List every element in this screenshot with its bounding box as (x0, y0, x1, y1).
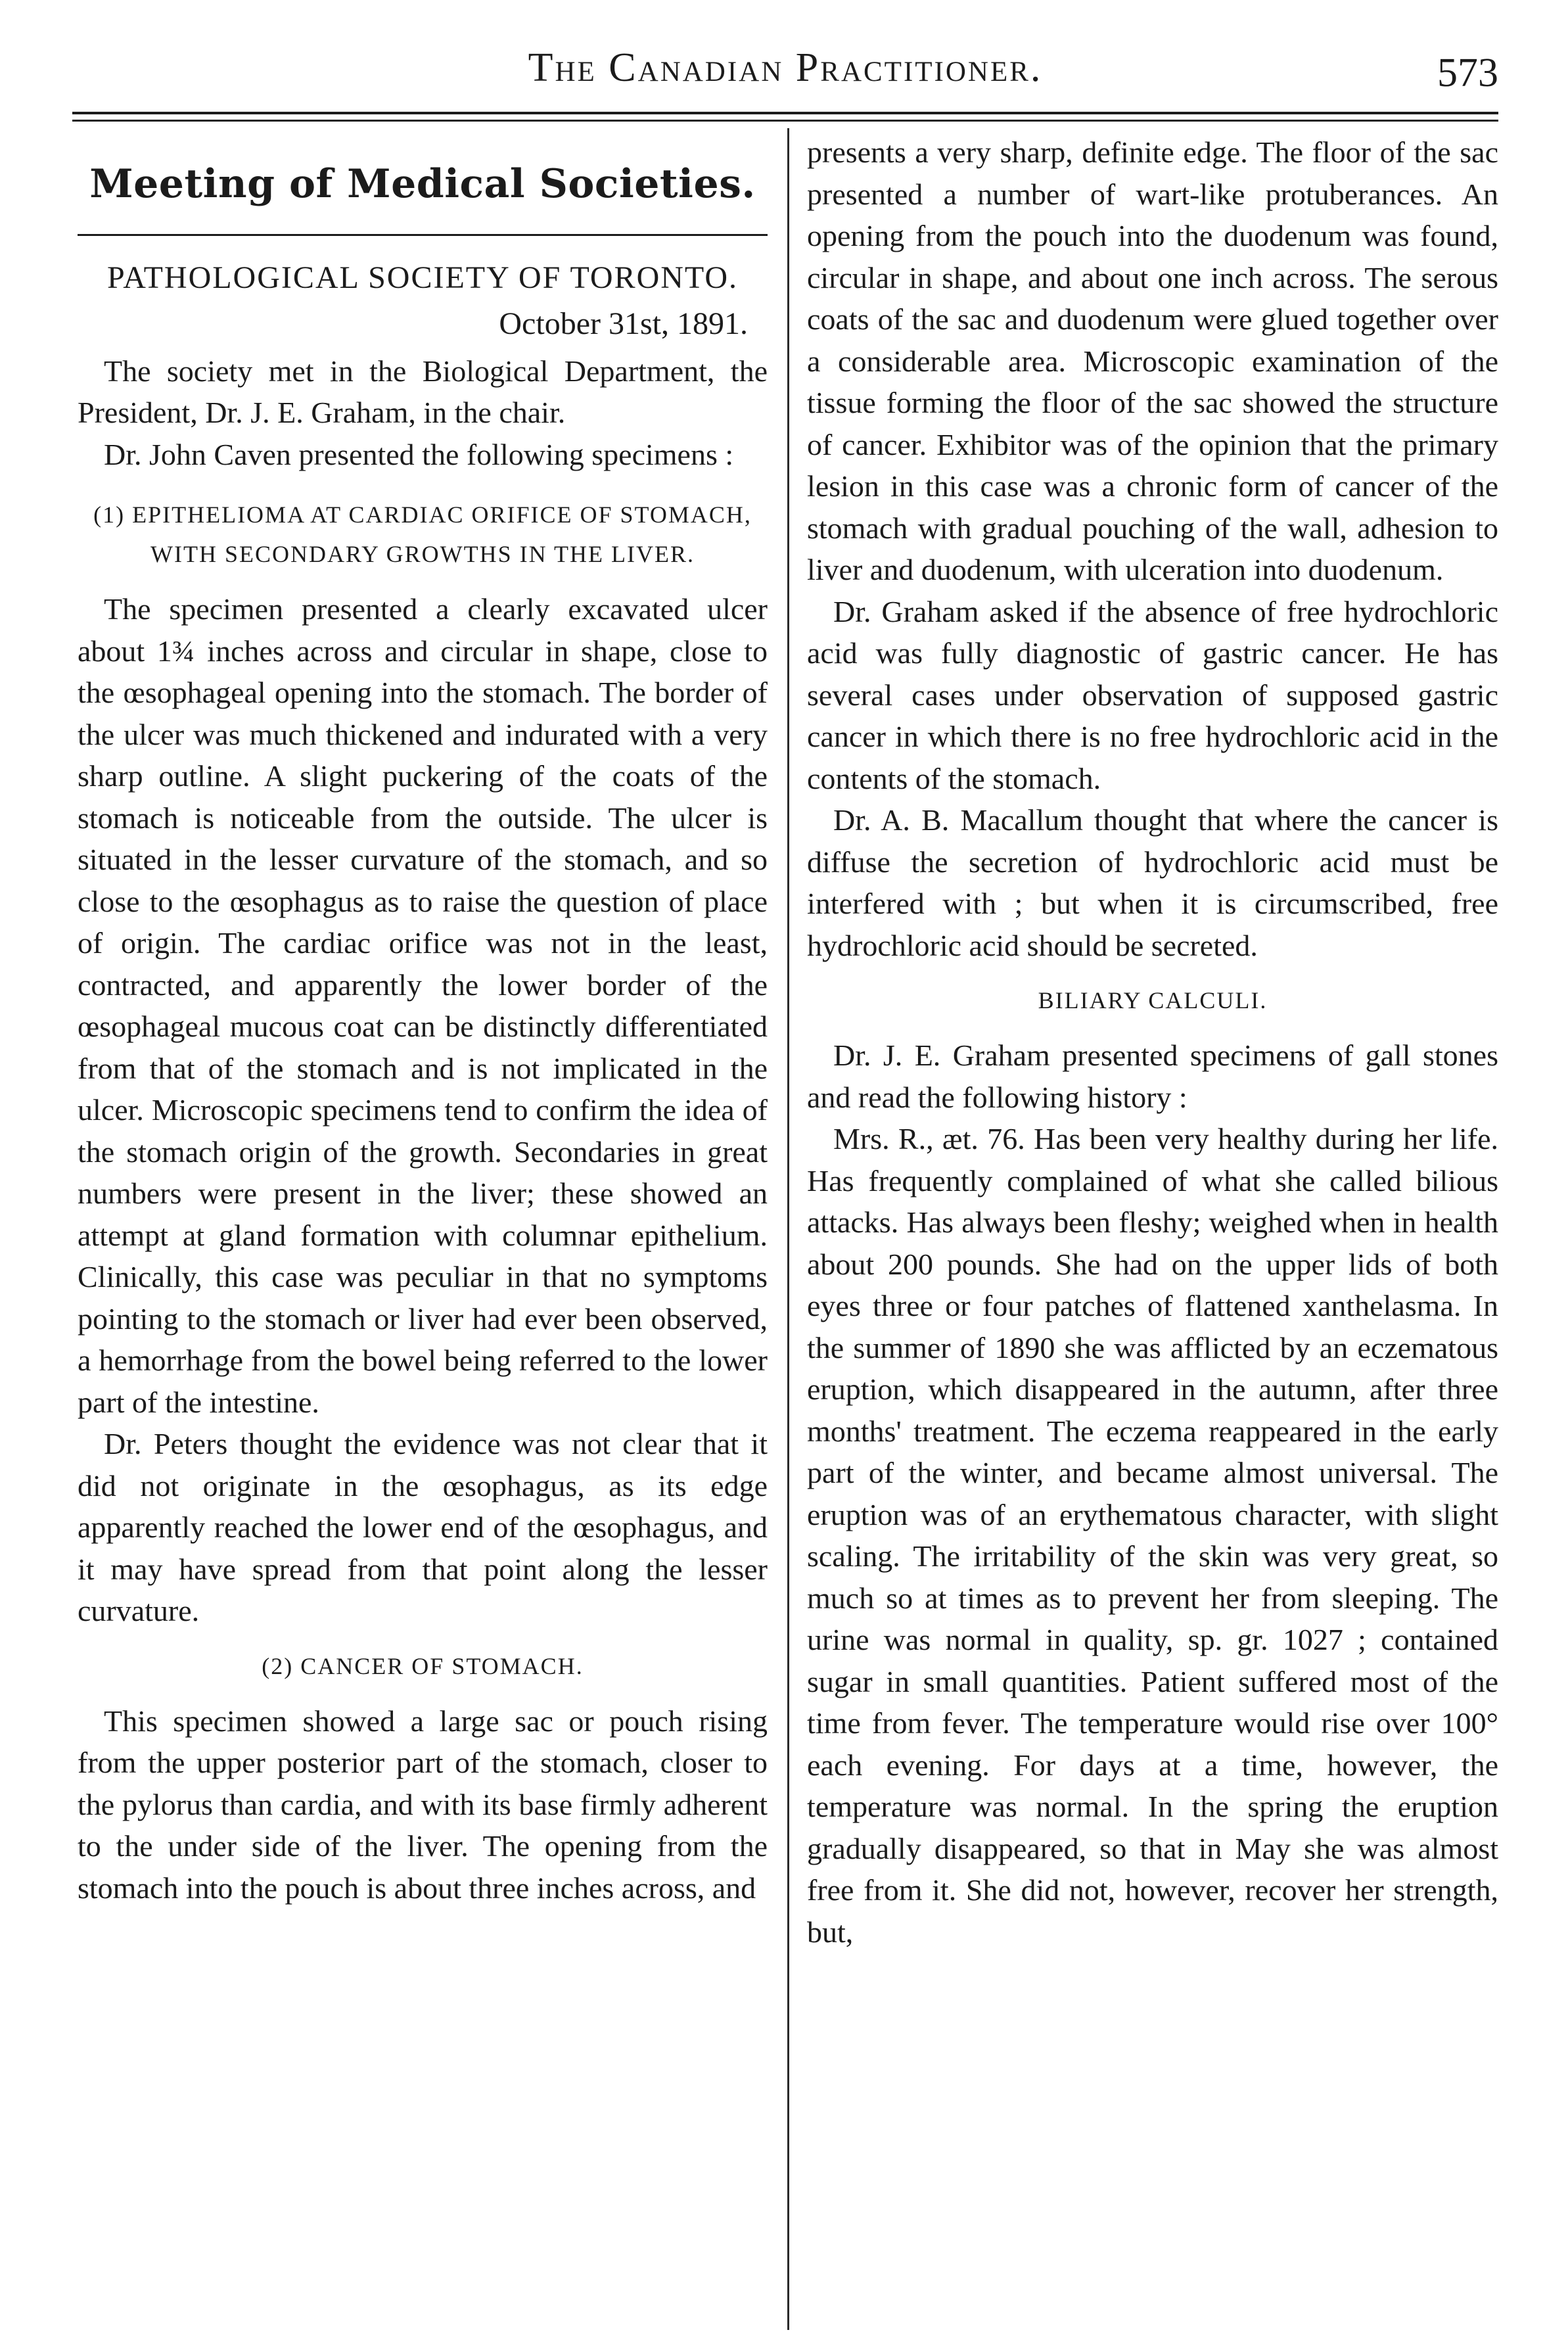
paragraph: Dr. J. E. Graham presented specimens of gall stones and read the following history : (807, 1038, 1498, 1114)
paragraph: The society met in the Biological Department, the President, Dr. J. E. Graham, in the chair. (78, 354, 768, 429)
paragraph: Dr. A. B. Macallum thought that where the cancer is diffuse the secretion of hydrochloric acid must be interfered with ; but when it is circumscribed, free hydrochloric acid should be secreted. (807, 803, 1498, 962)
paragraph: Mrs. R., æt. 76. Has been very healthy during her life. Has frequently complained of what she called bilious attacks. Has always been fleshy; weighed when in health about 200 pounds. She had on the upper lids of both eyes three or four patches of flattened xanthelasma. In the summer of 1890 she was afflicted by an eczematous eruption, which disappeared in the autumn, after three months' treatment. The eczema reappeared in the early part of the winter, and became almost universal. The eruption was of an erythematous character, with slight scaling. The irritability of the skin was very great, so much so at times as to prevent her from sleeping. The urine was normal in quality, sp. gr. 1027 ; contained sugar in small quantities. Patient suffered most of the time from fever. The temperature would rise over 100° each evening. For days at a time, however, the temperature was normal. In the spring the eruption gradually disappeared, so that in May she was almost free from it. She did not, however, recover her strength, but, (807, 1122, 1498, 1949)
header-rule-top (72, 112, 1498, 114)
title-rule (78, 234, 768, 236)
page-header (72, 38, 1498, 110)
paragraph: Dr. Peters thought the evidence was not clear that it did not originate in the œsophagus, as its edge apparently reached the lower end of the œsophagus, and it may have spread from that point along the lesser curvature. (78, 1427, 768, 1627)
specimen-heading: (1) EPITHELIOMA AT CARDIAC ORIFICE OF STOMACH, WITH SECONDARY GROWTHS IN THE LIVER. (93, 501, 752, 567)
specimen-heading: (2) CANCER OF STOMACH. (262, 1652, 584, 1679)
column-divider (787, 128, 789, 2330)
paragraph: This specimen showed a large sac or pouch rising from the upper posterior part of the stomach, closer to the pylorus than cardia, and with its base firmly adherent to the under side of the liver. The opening from the stomach into the pouch is about three inches across, and (78, 1704, 768, 1905)
left-column (78, 131, 768, 2327)
section-title: Meeting of Medical Societies. (89, 161, 756, 207)
page-number: 573 (1437, 51, 1498, 95)
specimen-heading: BILIARY CALCULI. (1038, 987, 1268, 1013)
society-name: PATHOLOGICAL SOCIETY OF TORONTO. (106, 260, 739, 295)
paragraph: The specimen presented a clearly excavated ulcer about 1¾ inches across and circular in shape, close to the œsophageal opening into the stomach. The border of the ulcer was much thickened and indurated with a very sharp outline. A slight puckering of the coats of the stomach is noticeable from the outside. The ulcer is situated in the lesser curvature of the stomach, and so close to the œsophagus as to raise the question of place of origin. The cardiac orifice was not in the least, contracted, and apparently the lower border of the œsophageal mucous coat can be distinctly differentiated from that of the stomach and is not implicated in the ulcer. Microscopic specimens tend to confirm the idea of the stomach origin of the growth. Secondaries in great numbers were present in the liver; these showed an attempt at gland formation with columnar epithelium. Clinically, this case was peculiar in that no symptoms pointing to the stomach or liver had ever been observed, a hemorrhage from the bowel being referred to the lower part of the intestine. (78, 592, 768, 1419)
paragraph: presents a very sharp, definite edge. The floor of the sac presented a number of wart-like protuberances. An opening from the pouch into the duodenum was found, circular in shape, and about one inch across. The serous coats of the sac and duodenum were glued together over a considerable area. Microscopic examination of the tissue forming the floor of the sac showed the structure of cancer. Exhibitor was of the opinion that the primary lesion in this case was a chronic form of cancer of the stomach with gradual pouching of the wall, adhesion to liver and duodenum, with ulceration into duodenum. (807, 135, 1498, 586)
meeting-date: October 31st, 1891. (499, 306, 748, 341)
paragraph: Dr. Graham asked if the absence of free hydrochloric acid was fully diagnostic of gastric cancer. He has several cases under observation of supposed gastric cancer in which there is no free hydrochloric acid in the contents of the stomach. (807, 594, 1498, 795)
right-column (807, 131, 1498, 2327)
header-rule-bottom (72, 120, 1498, 122)
paragraph: Dr. John Caven presented the following specimens : (104, 437, 734, 471)
journal-title: The Canadian Practitioner. (528, 45, 1043, 90)
